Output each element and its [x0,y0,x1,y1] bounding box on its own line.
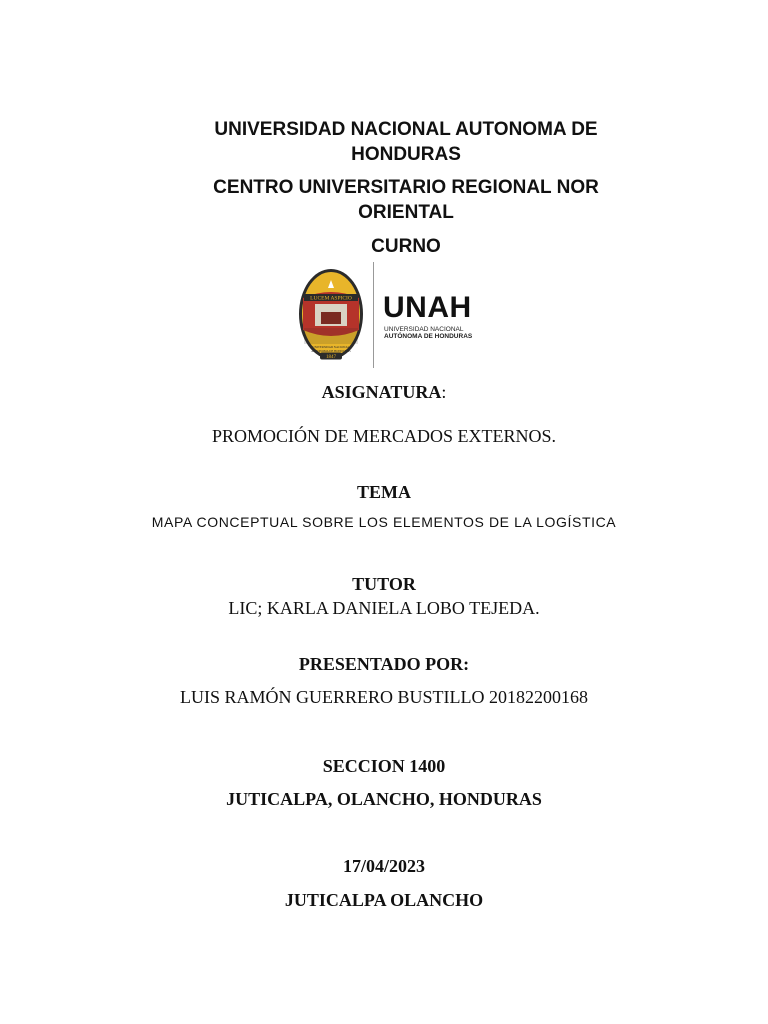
center-acronym: CURNO [371,236,441,257]
asignatura-heading [0,381,768,403]
brand-subtitle-line1: UNIVERSIDAD NACIONAL [384,326,464,333]
presented-by-label: PRESENTADO POR: [298,654,470,674]
seal-year-text: 1847 [326,355,336,360]
asignatura-label: ASIGNATURA [321,382,442,402]
logo-divider [373,262,374,368]
seal-motto-text: LUCEM ASPICIO [310,295,352,302]
section-number: SECCION 1400 [322,756,446,776]
regional-center-name: CENTRO UNIVERSITARIO REGIONAL NOR ORIENTAL [213,177,599,223]
brand-subtitle-line2: AUTÓNOMA DE HONDURAS [384,333,473,340]
student-name: LUIS RAMÓN GUERRERO BUSTILLO 20182200168 [179,687,588,707]
university-name: UNIVERSIDAD NACIONAL AUTONOMA DE HONDURAS [214,119,598,165]
unah-logo [298,262,488,370]
asignatura-colon: : [441,382,447,402]
place-footer: JUTICALPA OLANCHO [284,890,484,910]
tema-label: TEMA [357,482,411,502]
subject-name: PROMOCIÓN DE MERCADOS EXTERNOS. [211,426,557,446]
city-location: JUTICALPA, OLANCHO, HONDURAS [226,789,542,809]
tutor-label: TUTOR [352,574,416,594]
university-seal-icon [298,268,364,360]
tutor-name: LIC; KARLA DANIELA LOBO TEJEDA. [228,598,540,618]
document-date: 17/04/2023 [342,856,425,876]
tema-value: MAPA CONCEPTUAL SOBRE LOS ELEMENTOS DE LA LOGÍSTICA [151,514,617,530]
brand-name: UNAH [383,291,472,324]
svg-text:UNIVERSIDAD NACIONAL: UNIVERSIDAD NACIONAL [312,345,350,349]
svg-text:AUTONOMA DE HONDURAS: AUTONOMA DE HONDURAS [311,349,351,353]
